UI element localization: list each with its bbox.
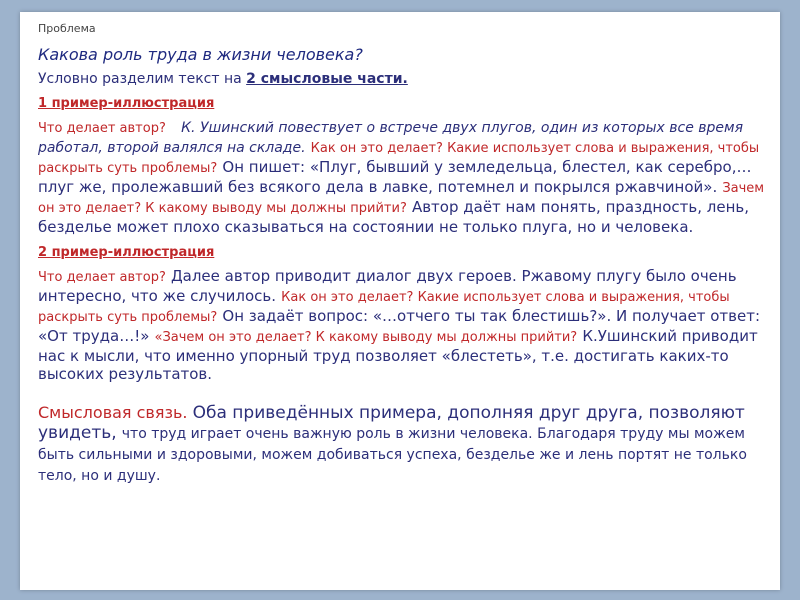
conclusion-rest: что труд играет очень важную роль в жизни человека. Благодаря труду мы можем быть сильными и здоровыми, можем добиваться успеха, безделье же и лень портят не только тело, но и душу. [38, 426, 747, 484]
example2-a3: К.Ушинский приводит нас к мысли, что именно упорный труд позволяет «блестеть», т.е. достигать каких-то высоких результатов. [38, 327, 758, 383]
example2-q2: Как он это делает? Какие использует слова и выражения, чтобы раскрыть суть проблемы? [38, 290, 730, 325]
example1-a3: Автор даёт нам понять, праздность, лень, безделье может плохо сказываться на состоянии не только плуга, но и человека. [38, 198, 750, 236]
example2-a1: Далее автор приводит диалог двух героев. Ржавому плугу было очень интересно, что же случилось. [38, 267, 737, 305]
problem-title: Какова роль труда в жизни человека? [38, 45, 363, 64]
example1-heading: 1 пример-иллюстрация [38, 96, 215, 111]
conclusion-paragraph [38, 403, 770, 486]
example2-q1: Что делает автор? [38, 270, 166, 285]
slide-header: Проблема [38, 22, 96, 35]
example1-paragraph [38, 118, 770, 236]
intro-strong: 2 смысловые части. [246, 71, 408, 87]
conclusion-label: Смысловая связь. [38, 403, 188, 422]
slide-content [38, 22, 770, 486]
example1-q2: Как он это делает? Какие использует слова и выражения, чтобы раскрыть суть проблемы? [38, 141, 760, 176]
example1-a2: Он пишет: «Плуг, бывший у земледельца, блестел, как серебро,… плуг же, пролежавший без всякого дела в лавке, потемнел и покрылся ржавчиной». [38, 158, 752, 196]
conclusion-big: Оба приведённых примера, дополняя друг друга, позволяют увидеть, [38, 403, 745, 443]
example2-q3: «Зачем он это делает? К какому выводу мы должны прийти? [154, 330, 578, 345]
example2-paragraph [38, 267, 770, 383]
intro-line [38, 70, 770, 88]
example1-a1: К. Ушинский повествует о встрече двух плугов, один из которых все время работал, второй валялся на складе. [38, 120, 744, 156]
example2-a2: Он задаёт вопрос: «…отчего ты так блестишь?». И получает ответ: «От труда…!» [38, 307, 761, 345]
example2-heading: 2 пример-иллюстрация [38, 245, 215, 260]
example1-q3: Зачем он это делает? К какому выводу мы должны прийти? [38, 181, 765, 216]
intro-text: Условно разделим текст на [38, 71, 247, 87]
slide [20, 12, 780, 590]
example1-q1: Что делает автор? [38, 121, 166, 136]
